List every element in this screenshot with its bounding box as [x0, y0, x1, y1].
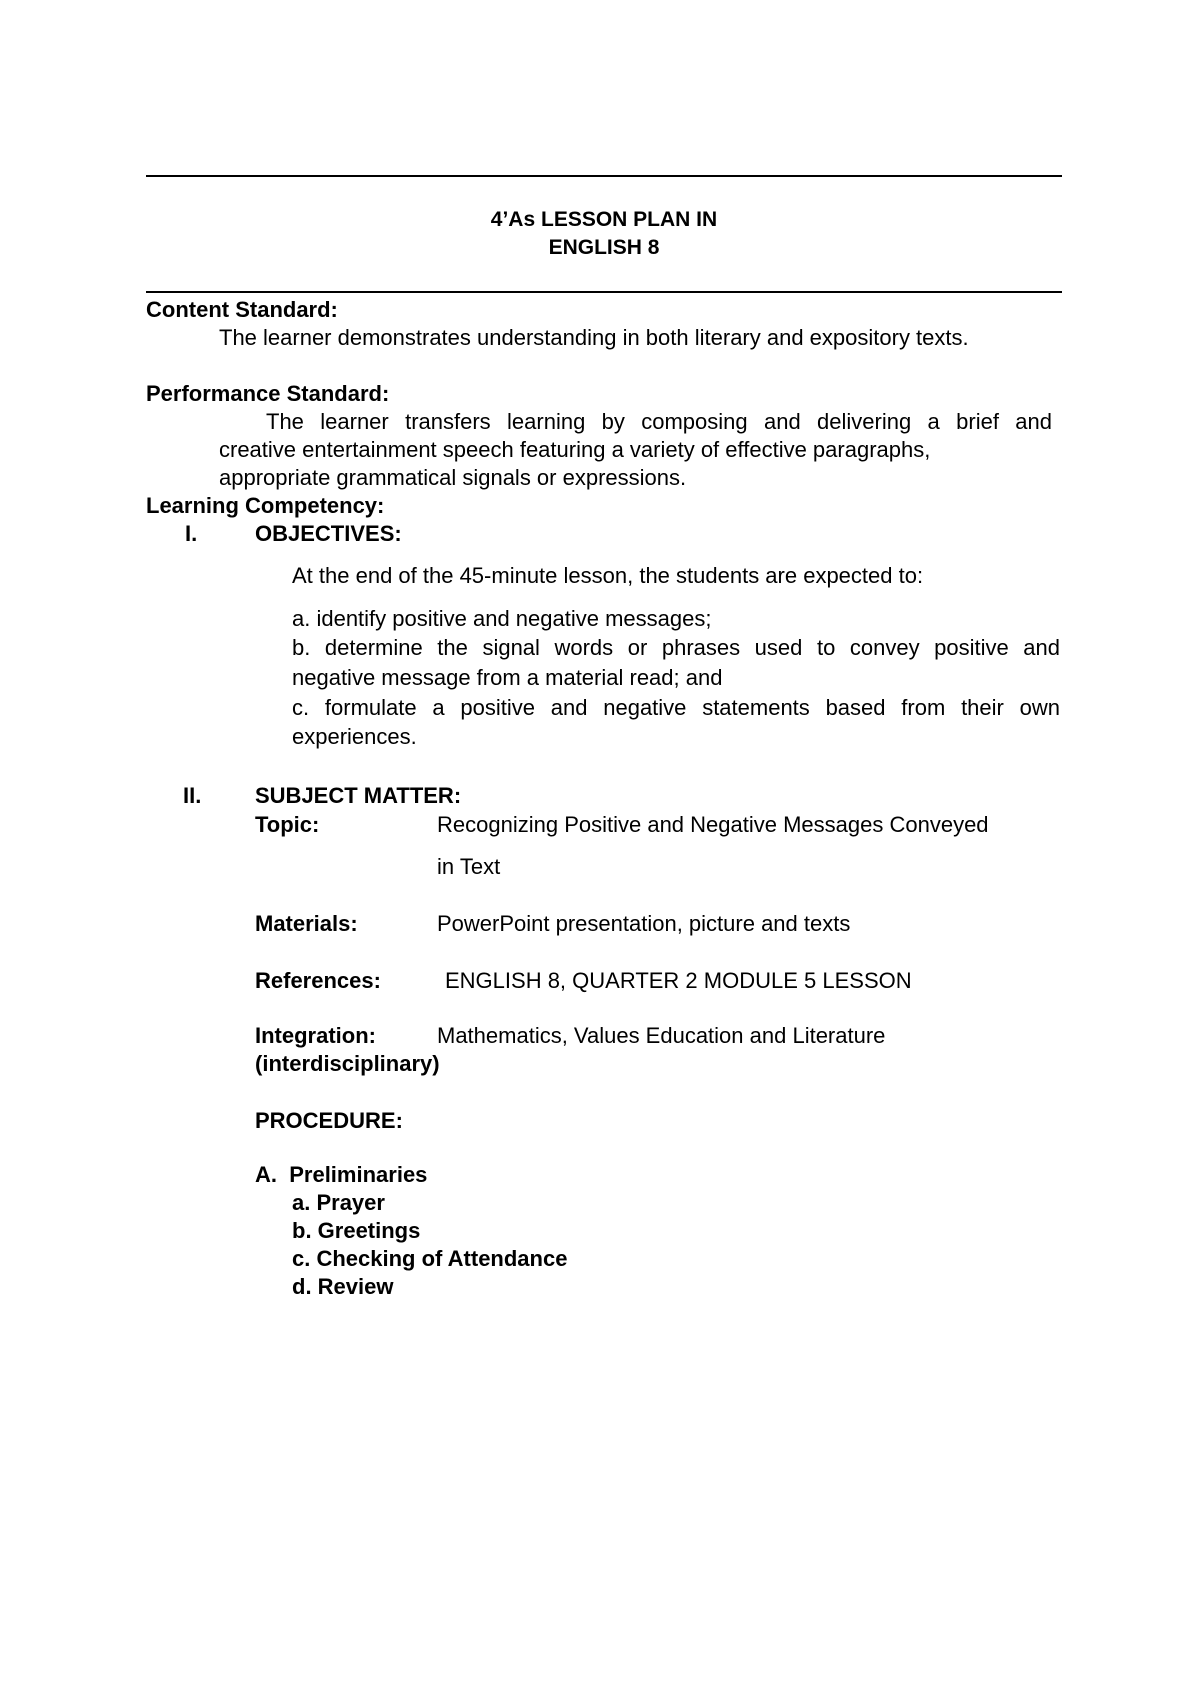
- performance-standard-line-2: creative entertainment speech featuring a variety of effective paragraphs,: [219, 437, 931, 462]
- objective-b-line-2: negative message from a material read; and: [292, 665, 723, 690]
- objectives-intro: At the end of the 45-minute lesson, the students are expected to:: [292, 563, 924, 588]
- integration-label: Integration:: [255, 1023, 376, 1048]
- objective-b-line-1: b. determine the signal words or phrases used to convey positive and: [292, 635, 1060, 660]
- references-value: ENGLISH 8, QUARTER 2 MODULE 5 LESSON: [445, 968, 912, 993]
- objective-a: a. identify positive and negative messages;: [292, 606, 712, 631]
- procedure-heading: PROCEDURE:: [255, 1108, 403, 1133]
- preliminaries-heading: A. Preliminaries: [255, 1162, 428, 1187]
- performance-standard-line-1: The learner transfers learning by composing and delivering a brief and: [266, 409, 1052, 434]
- objectives-numeral: I.: [185, 521, 198, 546]
- subject-matter-heading: SUBJECT MATTER:: [255, 783, 462, 808]
- title-line-2: ENGLISH 8: [548, 236, 660, 259]
- objective-c-line-2: experiences.: [292, 724, 417, 749]
- top-rule: [146, 175, 1062, 177]
- preliminaries-item: c. Checking of Attendance: [292, 1246, 568, 1271]
- references-label: References:: [255, 968, 381, 993]
- objective-c-line-1: c. formulate a positive and negative statements based from their own: [292, 695, 1060, 720]
- learning-competency-label: Learning Competency:: [146, 493, 385, 518]
- materials-label: Materials:: [255, 911, 358, 936]
- content-standard-text: The learner demonstrates understanding in both literary and expository texts.: [219, 325, 969, 350]
- integration-sub: (interdisciplinary): [255, 1051, 440, 1076]
- subject-matter-numeral: II.: [183, 783, 202, 808]
- content-standard-label: Content Standard:: [146, 297, 338, 322]
- objectives-heading: OBJECTIVES:: [255, 521, 402, 546]
- topic-value-line-2: in Text: [437, 854, 501, 879]
- preliminaries-item: b. Greetings: [292, 1218, 421, 1243]
- performance-standard-line-3: appropriate grammatical signals or expressions.: [219, 465, 687, 490]
- title-bottom-rule: [146, 291, 1062, 293]
- performance-standard-label: Performance Standard:: [146, 381, 390, 406]
- preliminaries-item: a. Prayer: [292, 1190, 385, 1215]
- preliminaries-item: d. Review: [292, 1274, 394, 1299]
- title-line-1: 4’As LESSON PLAN IN: [490, 208, 718, 231]
- topic-label: Topic:: [255, 812, 320, 837]
- materials-value: PowerPoint presentation, picture and texts: [437, 911, 851, 936]
- integration-value: Mathematics, Values Education and Literature: [437, 1023, 886, 1048]
- topic-value-line-1: Recognizing Positive and Negative Messages Conveyed: [437, 812, 989, 837]
